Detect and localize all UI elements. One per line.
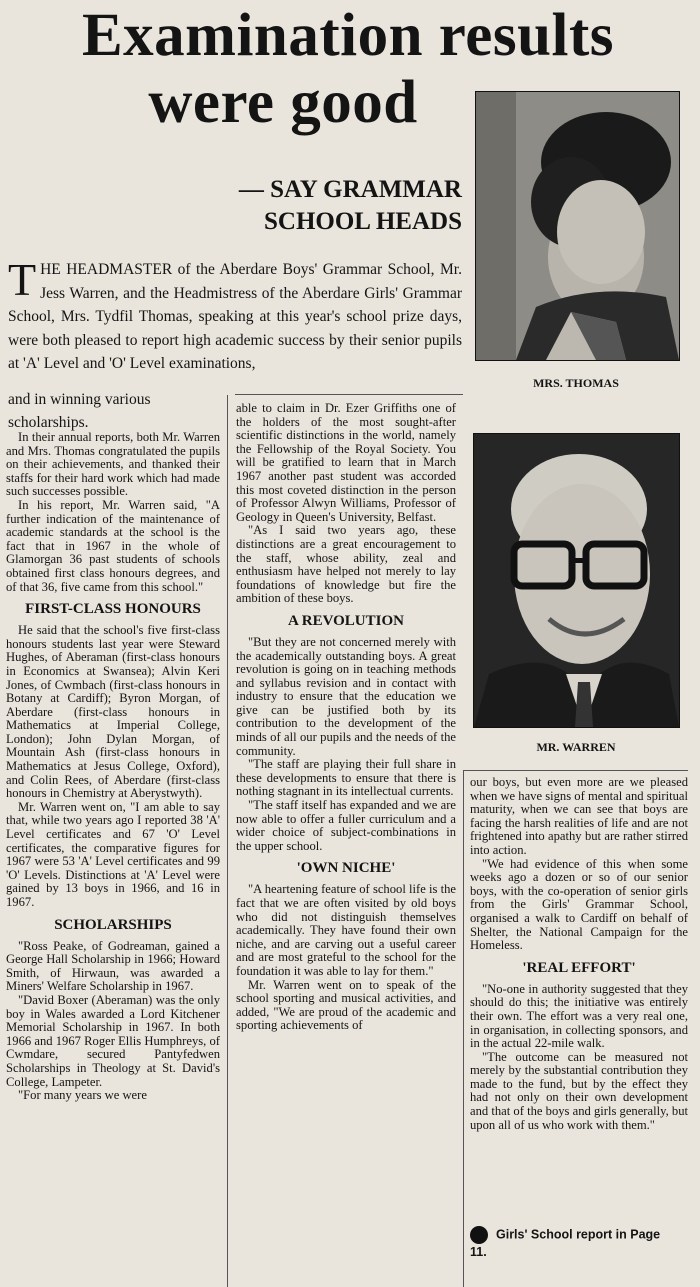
caption-mr-warren: MR. WARREN (536, 740, 616, 754)
col1-paragraph: In their annual reports, both Mr. Warren and Mrs. Thomas congratulated the pupils on their achievements, and thanked their staffs for their hard work which had made such successes possible. (6, 430, 220, 499)
col3-paragraph: "We had evidence of this when some weeks ago a dozen or so of our senior boys, with the co-operation of senior girls from the Girls' Grammar School, organised a walk to Cardiff on behalf of Shelter, the National Campaign for the Homeless. (470, 856, 688, 953)
col2-paragraph: able to claim in Dr. Ezer Griffiths one of the holders of the most sought-after scientific distinctions in the world, namely the Fellowship of the Royal Society. You will be gratified to learn that in March 1967 another past student was accorded this most coveted distinction in the person of Professor Alwyn Williams, Professor of Geology in Queen's University, Belfast. (236, 401, 456, 524)
column-1 (6, 431, 220, 1103)
column-top-rule (235, 394, 463, 395)
cross-reference-text: Girls' School report in Page 11. (470, 1227, 661, 1259)
intro-ending: and in winning various scholarships. (8, 391, 151, 431)
intro-paragraph (8, 254, 462, 376)
portrait-mrs-thomas (476, 92, 679, 360)
headline-line-1: Examination results (81, 2, 615, 69)
col2-paragraph: "A heartening feature of school life is the fact that we are often visited by old boys who did not distinguish themselves academically. They have found their own niche, and are carving out a useful career and are most grateful to the school for the foundation it was able to lay for them." (236, 882, 456, 978)
subheadline-line-1: — SAY GRAMMAR (238, 176, 462, 203)
heading-own-niche: 'OWN NICHE' (296, 860, 396, 877)
heading-a-revolution: A REVOLUTION (288, 612, 404, 629)
col2-paragraph: Mr. Warren went on to speak of the school sporting and musical activities, and added, "We are proud of the academic and sporting achievements of (236, 977, 456, 1033)
photo-mrs-thomas (475, 91, 680, 361)
dropcap: T (8, 254, 37, 305)
col1-paragraph: "David Boxer (Aberaman) was the only boy in Wales awarded a Lord Kitchener Memorial Scholarship in 1967. In both 1966 and 1967 Roger Ellis Humphreys, of Cwmdare, secured Pantyfedwen Scholarships in Theology at St. David's College, Lampeter. (6, 992, 220, 1089)
col3-paragraph: our boys, but even more are we pleased when we have signs of mental and spiritual maturity, when we can see that boys are facing the harsh realities of life and are not frightened into apathy but are rather stirred into action. (470, 775, 688, 857)
subheadline (172, 174, 462, 238)
col1-paragraph: In his report, Mr. Warren said, "A further indication of the maintenance of academic standards at the school is the fact that in 1967 in the whole of Glamorgan 36 past students of schools obtained first class honours degrees, and of that 36, five came from this school." (6, 497, 220, 594)
caption-mrs-thomas: MRS. THOMAS (533, 376, 619, 390)
subheadline-line-2: SCHOOL HEADS (264, 208, 462, 235)
intro-text: HE HEADMASTER of the Aberdare Boys' Grammar School, Mr. Jess Warren, and the Headmistress of the Aberdare Girls' Grammar School, Mrs. Tydfil Thomas, speaking at this year's school prize days, were both pleased to report high academic success by their senior pupils at 'A' Level and 'O' Level examinations, (8, 261, 462, 372)
col2-paragraph: "The staff are playing their full share in these developments to ensure that there is nothing stagnant in its intellectual currents. (236, 757, 456, 799)
col3-paragraph: "No-one in authority suggested that they should do this; the initiative was entirely their own. The effort was a very real one, in organisation, in collecting sponsors, and in the actual 22-mile walk. (470, 981, 688, 1051)
column-2 (236, 402, 456, 1033)
heading-scholarships: SCHOLARSHIPS (54, 916, 172, 933)
photo-mr-warren (473, 433, 680, 728)
column-3 (470, 776, 688, 1132)
col3-paragraph: "The outcome can be measured not merely by the substantial contribution they made to the fund, but by the effect they had not only on their own development and that of the boys and girls generally, but upon all of us who work with them." (470, 1049, 688, 1132)
cross-reference-note (470, 1226, 680, 1260)
col2-paragraph: "The staff itself has expanded and we are now able to offer a fuller curriculum and a wider choice of subject-combinations in the upper school. (236, 798, 456, 853)
col1-paragraph: "Ross Peake, of Godreaman, gained a George Hall Scholarship in 1966; Howard Smith, of Hirwaun, was awarded a Miners' Welfare Scholarship in 1967. (6, 938, 220, 994)
portrait-mr-warren (474, 434, 679, 727)
column-rule-1 (227, 395, 228, 1287)
column-3-top-rule (463, 770, 688, 771)
heading-real-effort: 'REAL EFFORT' (522, 959, 636, 976)
bullet-icon (470, 1226, 488, 1244)
headline-line-2: were good (148, 69, 418, 136)
heading-first-class-honours: FIRST-CLASS HONOURS (25, 601, 201, 618)
column-rule-2 (463, 770, 464, 1287)
col1-paragraph: He said that the school's five first-class honours students last year were Steward Hughes, of Aberaman (first-class honours in Economics at Swansea); Alvin Keri Jones, of Cwmbach (first-class honours in Botany at Cardiff); Byron Morgan, of Aberdare (first-class honours in Mathematics at Imperial College, London); John Dylan Morgan, of Mountain Ash (first-class honours in Mathematics at Jesus College, Oxford), and Colin Rees, of Aberdare (first-class honours in Chemistry at Aberystwyth). (6, 623, 220, 801)
col1-paragraph: "For many years we were (18, 1088, 147, 1103)
col2-paragraph: "As I said two years ago, these distinctions are a great encouragement to the staff, whose ability, zeal and enthusiasm have helped not merely to lay foundations of knowledge but fire the ambition of these boys. (236, 523, 456, 606)
col2-paragraph: "But they are not concerned merely with the academically outstanding boys. A great revolution is going on in teaching methods and syllabus revision and in contact with industry to ensure that the education we give can be justified both by its contribution to the development of the minds of all our pupils and the needs of the community. (236, 634, 456, 758)
col1-paragraph: Mr. Warren went on, "I am able to say that, while two years ago I reported 38 'A' Level certificates and 67 'O' Level certificates, the comparative figures for 1967 were 53 'A' Level certificates and 99 'O' Levels. Distinctions at 'A' Level were gained by 13 boys in 1966, and 16 in 1967. (6, 799, 220, 909)
